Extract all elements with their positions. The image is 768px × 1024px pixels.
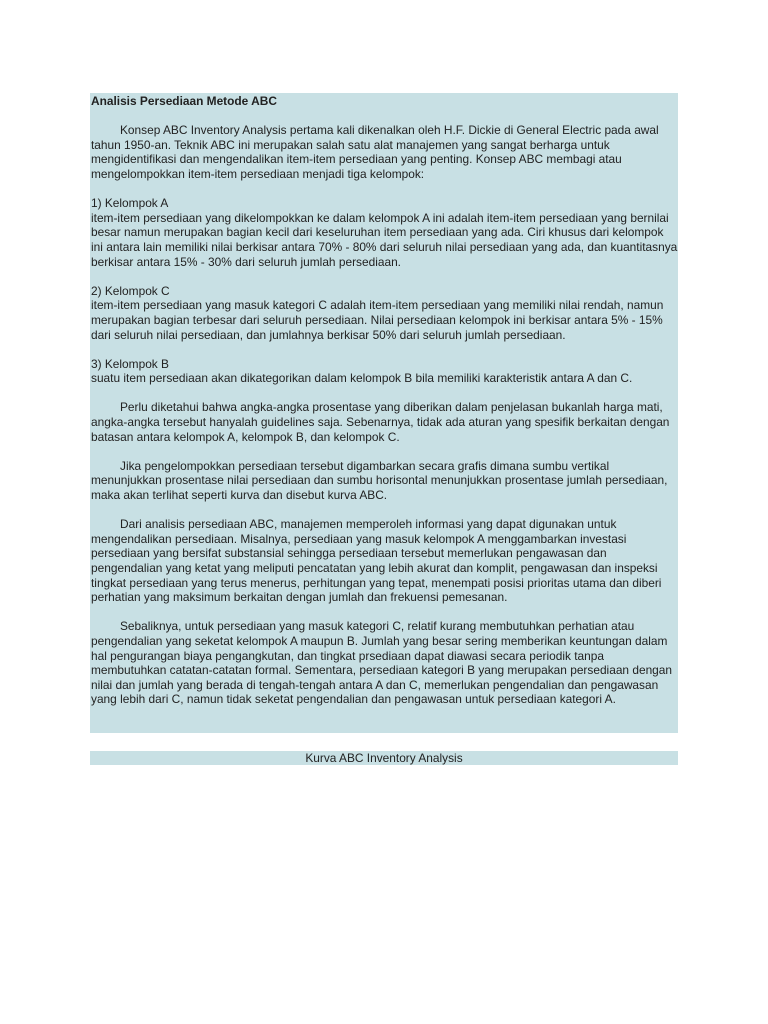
guidelines-paragraph: Perlu diketahui bahwa angka-angka prosentase yang diberikan dalam penjelasan bukanlah harga mati, angka-angka tersebut hanyalah guidelines saja. Sebenarnya, tidak ada aturan yang spesifik berkaitan dengan batasan antara kelompok A, kelompok B, dan kelompok C. <box>91 400 670 444</box>
group-a-heading: 1) Kelompok A <box>91 196 169 211</box>
group-b-heading: 3) Kelompok B <box>91 356 169 371</box>
group-c-description: item-item persediaan yang masuk kategori C adalah item-item persediaan yang memiliki nilai rendah, namun merupakan bagian terbesar dari seluruh persediaan. Nilai persediaan kelompok ini berkisar antara 5% - 15% dari seluruh nilai persediaan, dan jumlahnya berkisar 50% dari seluruh jumlah persediaan. <box>91 298 664 342</box>
group-b-description: suatu item persediaan akan dikategorikan dalam kelompok B bila memiliki karakteristik antara A dan C. <box>91 371 633 386</box>
group-c-b-control-paragraph: Sebaliknya, untuk persediaan yang masuk kategori C, relatif kurang membutuhkan perhatian atau pengendalian yang seketat kelompok A maupun B. Jumlah yang besar sering memberikan keuntungan dalam hal pengurangan biaya pengangkutan, dan tingkat prsediaan dapat diawasi secara periodik tanpa membutuhkan catatan-catatan formal. Sementara, persediaan kategori B yang merupakan persediaan dengan nilai dan jumlah yang berada di tengah-tengah antara A dan C, memerlukan pengendalian dan pengawasan yang lebih dari C, namun tidak seketat pengendalian dan pengawasan untuk persediaan kategori A. <box>91 619 673 707</box>
intro-paragraph: Konsep ABC Inventory Analysis pertama kali dikenalkan oleh H.F. Dickie di General Electric pada awal tahun 1950-an. Teknik ABC ini merupakan salah satu alat manajemen yang sangat berharga untuk mengidentifikasi dan mengendalikan item-item persediaan yang penting. Konsep ABC membagi atau mengelompokkan item-item persediaan menjadi tiga kelompok: <box>91 123 659 181</box>
group-b-section <box>91 357 678 386</box>
article-title: Analisis Persediaan Metode ABC <box>91 94 277 108</box>
group-c-section <box>91 284 678 342</box>
abc-curve-paragraph: Jika pengelompokkan persediaan tersebut digambarkan secara grafis dimana sumbu vertikal menunjukkan prosentase nilai persediaan dan sumbu horisontal menunjukkan prosentase jumlah persediaan, maka akan terlihat seperti kurva dan disebut kurva ABC. <box>91 458 668 503</box>
group-c-heading: 2) Kelompok C <box>91 283 170 298</box>
article-text-block <box>90 93 678 733</box>
figure-caption: Kurva ABC Inventory Analysis <box>90 751 678 765</box>
group-a-description: item-item persediaan yang dikelompokkan ke dalam kelompok A ini adalah item-item persediaan yang bernilai besar namun merupakan bagian kecil dari keseluruhan item persediaan yang ada. Ciri khusus dari kelompok ini antara lain memiliki nilai berkisar antara 70% - 80% dari seluruh nilai persediaan yang ada, dan kuantitasnya berkisar antara 15% - 30% dari seluruh jumlah persediaan. <box>91 210 678 269</box>
group-a-section <box>91 196 678 269</box>
group-a-control-paragraph: Dari analisis persediaan ABC, manajemen memperoleh informasi yang dapat digunakan untuk mengendalikan persediaan. Misalnya, persediaan yang masuk kelompok A menggambarkan investasi persediaan yang bersifat substansial sehingga persediaan tersebut memerlukan pengawasan dan pengendalian yang ketat yang meliputi pencatatan yang lebih akurat dan komplit, pengawasan dan inspeksi tingkat persediaan yang terus menerus, perhitungan yang tepat, menempati posisi prioritas utama dan diberi perhatian yang maksimum berkaitan dengan jumlah dan frekuensi pemesanan. <box>91 517 662 605</box>
